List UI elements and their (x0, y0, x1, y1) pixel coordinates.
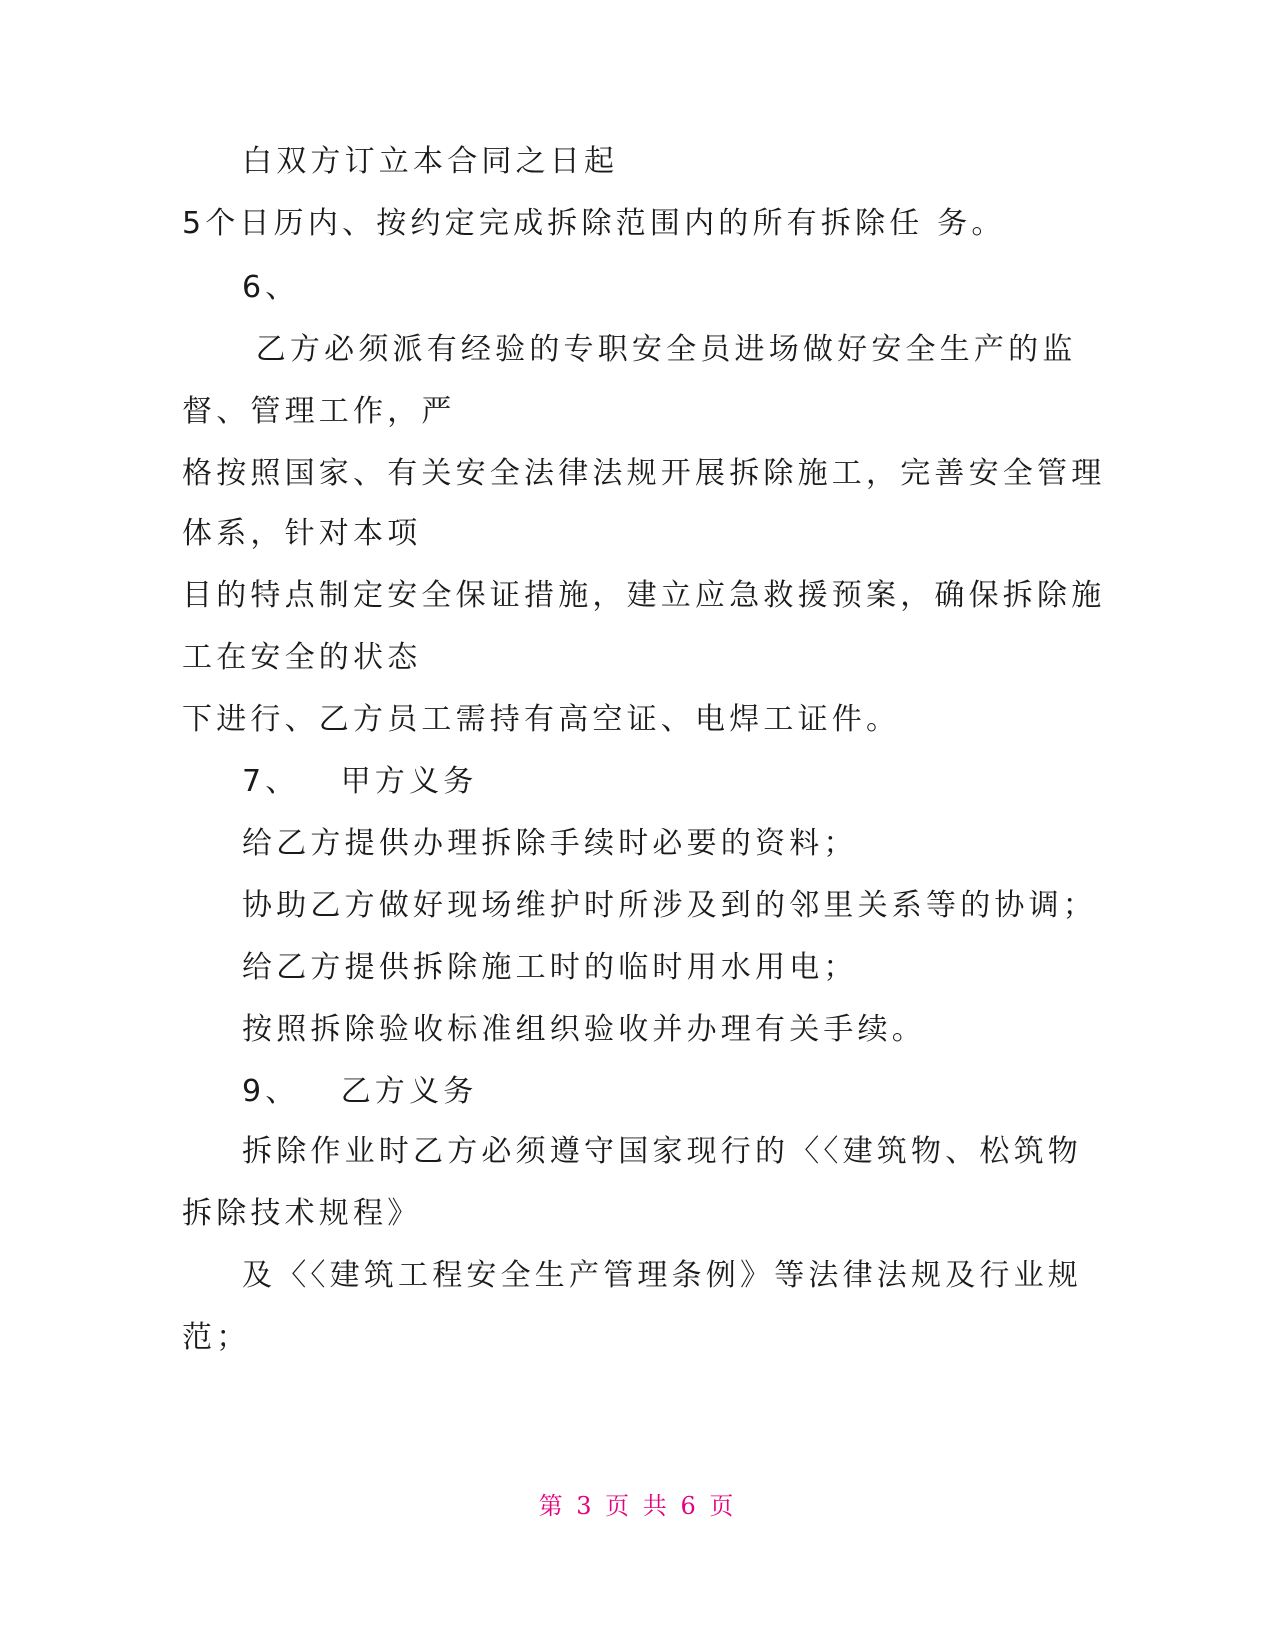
list-item: 按照拆除验收标准组织验收并办理有关手续。 (242, 1012, 926, 1047)
text-line: 格按照国家、有关安全法律法规开展拆除施工，完善安全管理 (182, 456, 1106, 491)
text-line: 工在安全的状态 (182, 640, 422, 675)
text-line: 下进行、乙方员工需持有高空证、电焊工证件。 (182, 702, 901, 737)
text-line: 督、管理工作，严 (182, 394, 456, 429)
text-line: 体系，针对本项 (182, 516, 422, 551)
list-item: 给乙方提供拆除施工时的临时用水用电； (242, 950, 858, 985)
text-line: 乙方必须派有经验的专职安全员进场做好安全生产的监 (242, 332, 1077, 367)
section-heading: 7、 甲方义务 (242, 764, 478, 799)
text-line: 及〈〈建筑工程安全生产管理条例》等法律法规及行业规 (242, 1258, 1082, 1293)
page-number: 第 3 页 共 6 页 (538, 1492, 737, 1520)
text-line: 目的特点制定安全保证措施，建立应急救援预案，确保拆除施 (182, 578, 1106, 613)
text-line: 拆除作业时乙方必须遵守国家现行的〈〈建筑物、松筑物 (242, 1134, 1082, 1169)
text-line: 白双方订立本合同之日起 (242, 144, 619, 179)
text-line: 6、 (242, 270, 300, 305)
text-line: 范； (182, 1320, 251, 1355)
text-line: 5个日历内、按约定完成拆除范围内的所有拆除任 务。 (182, 206, 1006, 241)
list-item: 给乙方提供办理拆除手续时必要的资料； (242, 826, 858, 861)
text-line: 拆除技术规程》 (182, 1196, 422, 1231)
list-item: 协助乙方做好现场维护时所涉及到的邻里关系等的协调； (242, 888, 1097, 923)
section-heading: 9、 乙方义务 (242, 1074, 478, 1109)
